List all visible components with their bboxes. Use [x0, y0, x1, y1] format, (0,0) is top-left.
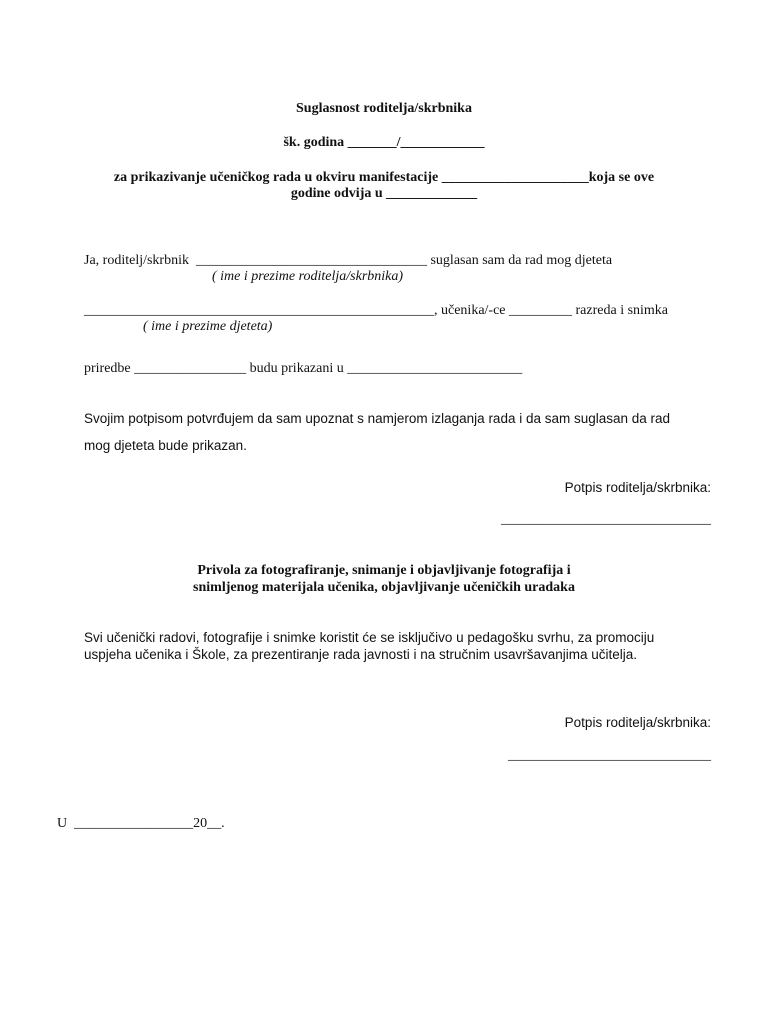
consent-title-1: Privola za fotografiranje, snimanje i objavljivanje fotografija i — [197, 563, 571, 578]
event-shown-line: priredbe ________________ budu prikazani u _________________________ — [84, 361, 523, 376]
statement-line-1: Svojim potpisom potvrđujem da sam upoznat s namjerom izlaganja rada i da sam suglasan da rad — [84, 411, 671, 426]
signature-label-2: Potpis roditelja/skrbnika: — [564, 715, 711, 730]
parent-hint: ( ime i prezime roditelja/skrbnika) — [212, 269, 404, 284]
place-date-line: U _________________20__. — [57, 816, 225, 831]
signature-line-2: _____________________________ — [508, 748, 711, 763]
document-title: Suglasnost roditelja/skrbnika — [296, 101, 472, 116]
consent-text-1: Svi učenički radovi, fotografije i snimke koristit će se isključivo u pedagošku svrhu, za promociju — [84, 630, 655, 645]
event-line-2: godine odvija u _____________ — [290, 186, 478, 201]
statement-line-2: mog djeteta bude prikazan. — [84, 438, 247, 453]
signature-line-1: ______________________________ — [501, 512, 711, 527]
event-line-1: za prikazivanje učeničkog rada u okviru manifestacije _____________________koja se ove — [113, 170, 655, 185]
consent-title-2: snimljenog materijala učenika, objavljivanje učeničkih uradaka — [193, 580, 575, 595]
consent-text-2: uspjeha učenika i Škole, za prezentiranje rada javnosti i na stručnim usavršavanjima učitelja. — [84, 647, 638, 662]
parent-line: Ja, roditelj/skrbnik _________________________________ suglasan sam da rad mog djeteta — [84, 253, 613, 268]
child-line: __________________________________________________, učenika/-ce _________ razreda i snimka — [84, 303, 669, 318]
school-year-line: šk. godina _______/____________ — [283, 135, 485, 150]
child-hint: ( ime i prezime djeteta) — [143, 319, 273, 334]
signature-label-1: Potpis roditelja/skrbnika: — [564, 480, 711, 495]
